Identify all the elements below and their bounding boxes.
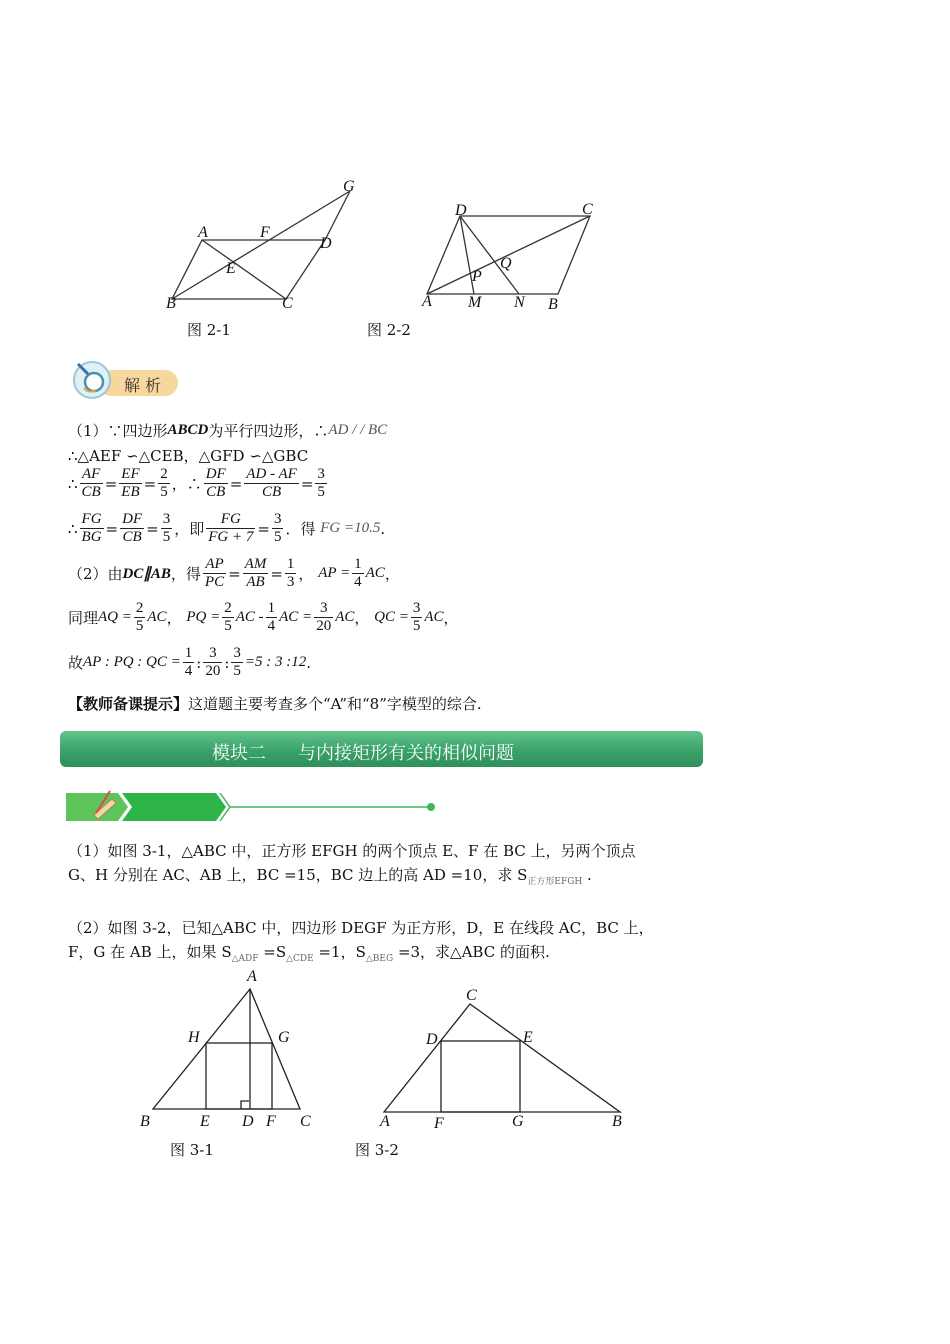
point-label: E [226, 260, 236, 277]
point-label: C [582, 201, 593, 218]
point-label: C [466, 987, 477, 1004]
point-label: B [548, 296, 558, 313]
figure-3-1 [145, 980, 315, 1115]
point-label: C [300, 1113, 311, 1130]
problem-2-line-2: F，G 在 AB 上，如果 $S_{\triangle ADF} =S_{\triangle CDE} =1$，$S_{\triangle BEG} =3$，求△ABC 的面积. [68, 943, 550, 964]
point-label: C [282, 295, 293, 312]
point-label: Q [500, 255, 512, 272]
point-label: F [266, 1113, 276, 1130]
solution-line-5: （2）由 DC∥AB ，得 $\frac{AP}{PC}$ = $\frac{AM}{AB}$ = $\frac{1}{3}$ ， AP = $\frac{1}{4}$ AC ， [68, 556, 400, 590]
solution-line-6: 同理 AQ = $\frac{2}{5}$ AC ， PQ = $\frac{2}{5}$ AC - $\frac{1}{4}$ AC = $\frac{3}{20}$ AC ， QC = $\frac{3}{5}$ AC ， [68, 600, 459, 634]
module-title: 与内接矩形有关的相似问题 [298, 743, 514, 764]
point-label: D [320, 235, 332, 252]
figure-caption: 图 2-1 [187, 321, 231, 339]
problem-2-line-1: （2）如图 3-2，已知△ABC 中，四边形 DEGF 为正方形，D，E 在线段 AC，BC 上， [68, 919, 654, 937]
point-label: F [260, 224, 270, 241]
analysis-badge [70, 358, 180, 400]
figure-caption: 图 3-1 [170, 1141, 214, 1159]
figure-caption: 图 2-2 [367, 321, 411, 339]
point-label: B [166, 295, 176, 312]
point-label: D [455, 202, 467, 219]
point-label: H [188, 1029, 200, 1046]
point-label: N [514, 294, 525, 311]
point-label: G [343, 178, 355, 195]
point-label: M [468, 294, 482, 311]
point-label: A [247, 968, 257, 985]
point-label: B [612, 1113, 622, 1130]
figure-2-1 [160, 175, 370, 315]
module-header-bar [60, 731, 703, 767]
solution-line-3: ∴ $\frac{AF}{CB}$ = $\frac{EF}{EB}$ = $\frac{2}{5}$ ，∴ $\frac{DF}{CB}$ = $\frac{AD - AF}{CB}$ = $\frac{3}{5}$ [68, 466, 325, 500]
solution-line-7: 故 AP : PQ : QC = $\frac{1}{4}$ : $\frac{3}{20}$ : $\frac{3}{5}$ =5 : 3 :12 . [68, 645, 312, 679]
figure-caption: 图 3-2 [355, 1141, 399, 1159]
problem-1-line-2: G、H 分别在 AC、AB 上，BC =15，BC 边上的高 AD =10，求 $S_{正方形EFGH}$ . [68, 866, 592, 887]
figure-3-2 [378, 995, 628, 1115]
point-label: A [380, 1113, 390, 1130]
point-label: E [200, 1113, 210, 1130]
solution-line-2: ∴△AEF ∽△CEB，△GFD ∽△GBC [68, 447, 309, 465]
solution-line-1: （1）∵四边形 ABCD 为平行四边形，∴ AD / / BC [68, 422, 388, 440]
example-ribbon [66, 787, 438, 827]
magnifier-icon [70, 358, 114, 402]
point-label: A [198, 224, 208, 241]
problem-1-line-1: （1）如图 3-1，△ABC 中，正方形 EFGH 的两个顶点 E、F 在 BC 上，另两个顶点 [68, 842, 636, 860]
point-label: F [434, 1115, 444, 1132]
point-label: D [242, 1113, 254, 1130]
point-label: G [278, 1029, 290, 1046]
module-number: 模块二 [212, 743, 266, 764]
point-label: G [512, 1113, 524, 1130]
point-label: D [426, 1031, 438, 1048]
point-label: E [523, 1029, 533, 1046]
point-label: B [140, 1113, 150, 1130]
teacher-tip: 【教师备课提示】 这道题主要考查多个“A”和“8”字模型的综合. [68, 695, 482, 713]
point-label: P [472, 268, 482, 285]
point-label: A [422, 293, 432, 310]
solution-line-4: ∴ $\frac{FG}{BG}$ = $\frac{DF}{CB}$ = $\frac{3}{5}$ ， 即 $\frac{FG}{FG + 7}$ = $\frac{3}{5}$ ． 得 FG =10.5 . [68, 511, 386, 545]
analysis-label: 解 析 [124, 376, 162, 395]
